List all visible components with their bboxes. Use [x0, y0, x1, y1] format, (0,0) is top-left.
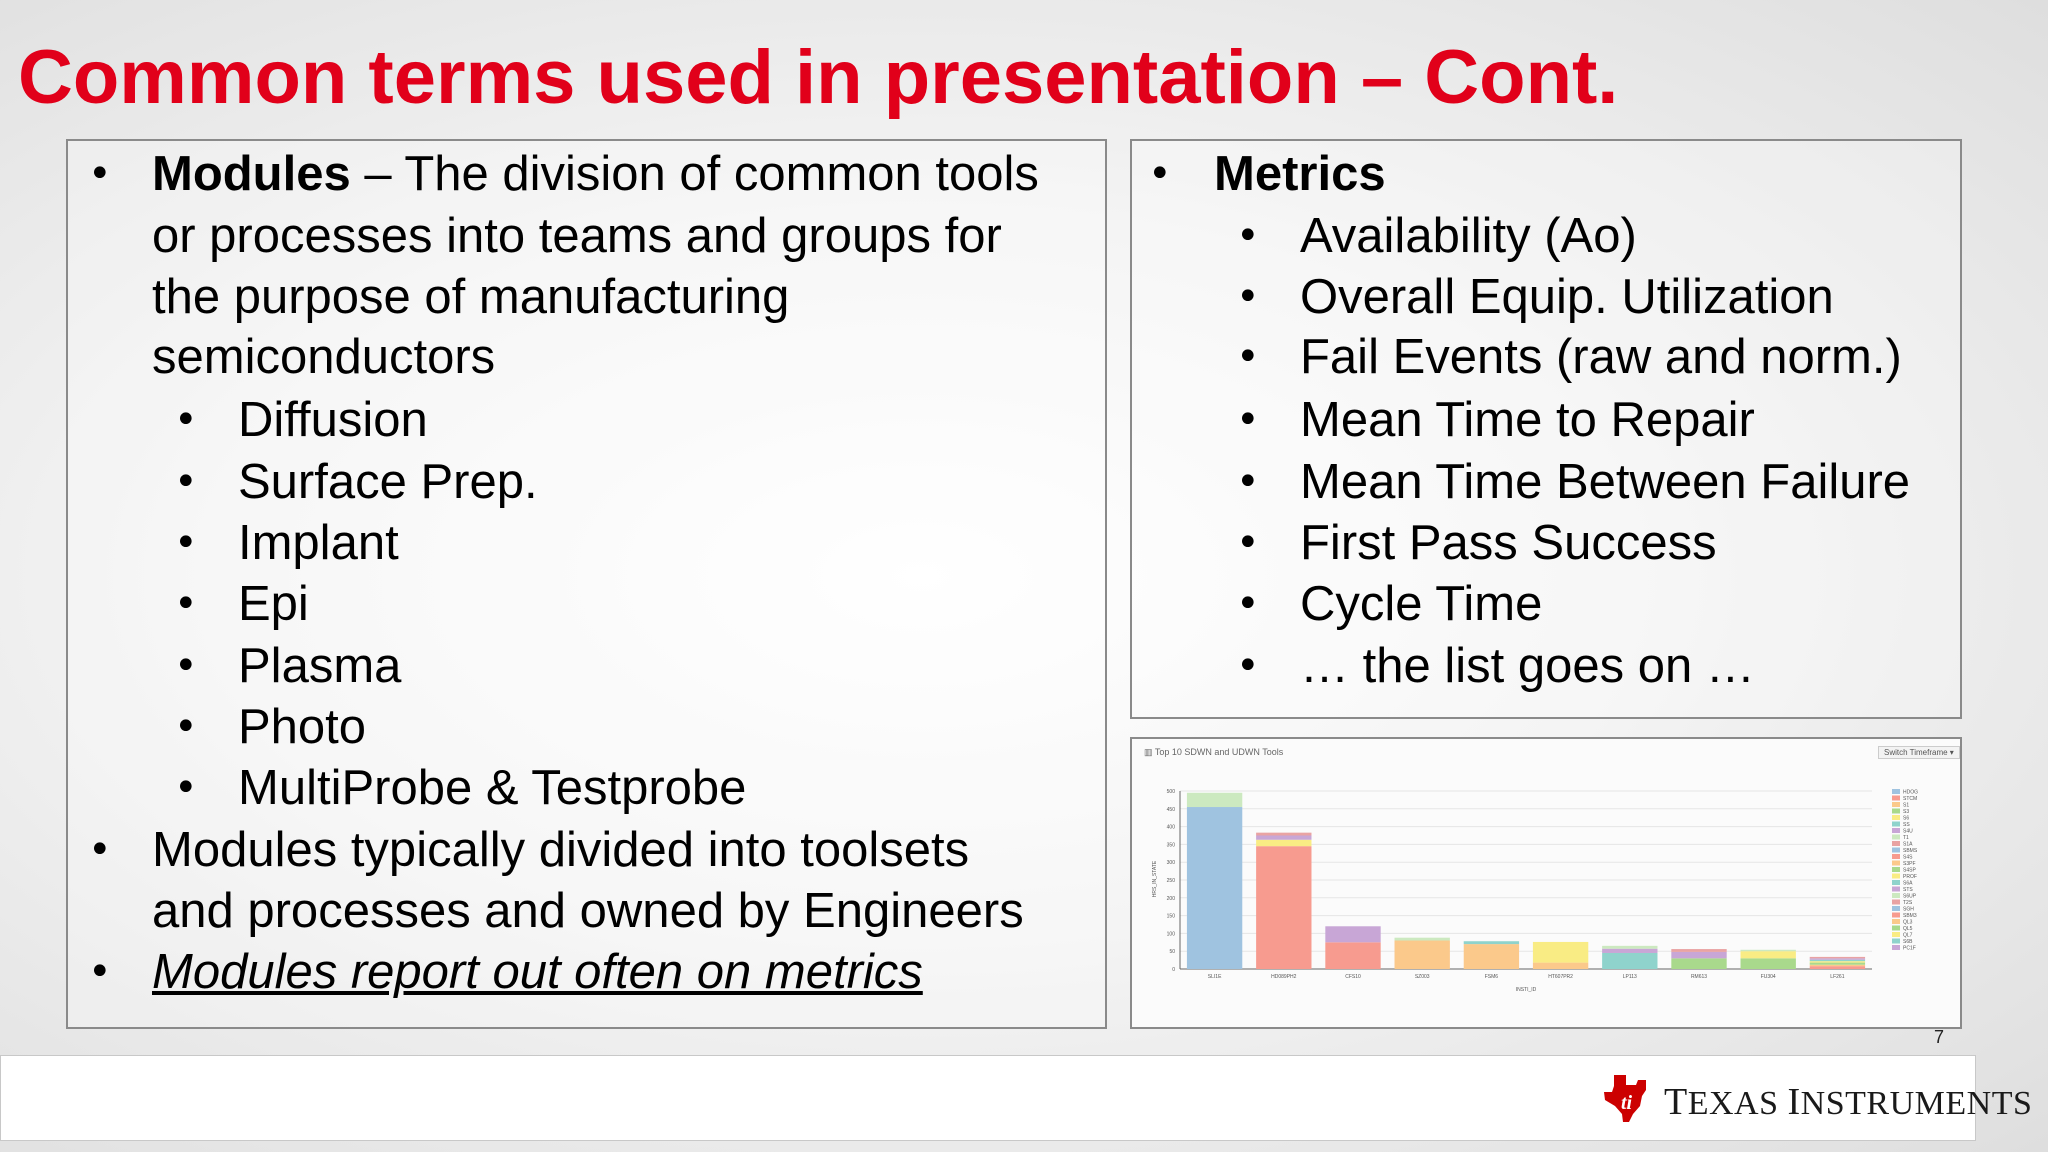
bar-segment	[1810, 958, 1865, 959]
y-tick-label: 250	[1166, 878, 1175, 884]
bullet-icon: •	[88, 949, 112, 995]
y-tick-label: 200	[1166, 895, 1175, 902]
y-tick-label: 0	[1172, 967, 1175, 973]
y-tick-label: 50	[1169, 949, 1175, 956]
legend-swatch	[1892, 887, 1900, 892]
x-tick-label: CFS10	[1345, 974, 1361, 980]
legend-label: PROF	[1903, 874, 1917, 880]
legend-swatch	[1892, 919, 1900, 924]
bullet-icon: •	[174, 397, 198, 443]
module-item: Surface Prep.	[238, 455, 538, 509]
bar-segment	[1325, 926, 1380, 942]
legend-label: SGH	[1903, 906, 1914, 913]
legend-label: S1A	[1903, 841, 1913, 848]
bullet-icon: •	[1236, 334, 1260, 380]
legend-swatch	[1892, 945, 1900, 950]
legend-swatch	[1892, 841, 1900, 846]
bar-segment	[1741, 951, 1796, 958]
bar-segment	[1256, 846, 1311, 969]
legend-label: STS	[1903, 887, 1913, 893]
modules-line-2: or processes into teams and groups for	[152, 209, 1002, 263]
legend-label: S4SP	[1903, 867, 1916, 874]
bar-segment	[1671, 952, 1726, 958]
modules-note-line-2: and processes and owned by Engineers	[152, 884, 1024, 938]
legend-swatch	[1892, 828, 1900, 833]
modules-term: Modules	[152, 147, 351, 201]
svg-text:ti: ti	[1621, 1092, 1633, 1114]
bar-segment	[1256, 836, 1311, 840]
legend-swatch	[1892, 913, 1900, 918]
bullet-icon: •	[174, 520, 198, 566]
bullet-icon: •	[174, 704, 198, 750]
slide-title: Common terms used in presentation – Cont.	[18, 35, 1619, 120]
legend-label: STCM	[1903, 796, 1918, 802]
texas-instruments-logo-icon	[1600, 1072, 1652, 1124]
bullet-icon: •	[88, 827, 112, 873]
legend-label: S3PF	[1903, 861, 1916, 867]
modules-line-3: the purpose of manufacturing	[152, 270, 790, 324]
modules-box	[66, 139, 1107, 1029]
bullet-icon: •	[1236, 643, 1260, 689]
y-tick-label: 350	[1166, 842, 1175, 849]
legend-swatch	[1892, 880, 1900, 885]
bullet-icon: •	[174, 581, 198, 627]
bullet-icon: •	[1236, 520, 1260, 566]
x-tick-label: HT607PR2	[1548, 974, 1573, 980]
legend-swatch	[1892, 854, 1900, 859]
legend-swatch	[1892, 815, 1900, 820]
legend-label: QL3	[1903, 919, 1913, 926]
legend-label: PC1F	[1903, 945, 1916, 952]
bullet-icon: •	[1148, 151, 1172, 197]
brand-part: NSTRUMENTS	[1800, 1085, 2033, 1122]
legend-label: S6UP	[1903, 893, 1917, 900]
bar-segment	[1810, 961, 1865, 962]
y-axis-label: HRS_IN_STATE	[1152, 860, 1158, 898]
bar-segment	[1810, 963, 1865, 965]
legend-label: S3	[1903, 809, 1910, 815]
bullet-icon: •	[174, 765, 198, 811]
x-tick-label: FSM6	[1484, 974, 1499, 980]
module-item: Diffusion	[238, 393, 428, 447]
bullet-icon: •	[1236, 213, 1260, 259]
module-item: MultiProbe & Testprobe	[238, 761, 747, 815]
bar-segment	[1810, 965, 1865, 966]
modules-definition: – The division of common tools	[350, 147, 1039, 201]
x-tick-label: RM613	[1690, 974, 1708, 980]
modules-report-note: Modules report out often on metrics	[152, 945, 923, 999]
metric-item: Mean Time Between Failure	[1300, 455, 1911, 509]
bullet-icon: •	[1236, 397, 1260, 443]
legend-swatch	[1892, 822, 1900, 827]
bullet-icon: •	[88, 151, 112, 197]
texas-instruments-wordmark	[1664, 1080, 2032, 1124]
bar-segment	[1741, 950, 1796, 951]
bar-segment	[1671, 958, 1726, 969]
legend-label: S4S	[1903, 854, 1913, 861]
legend-label: SBM3	[1903, 913, 1917, 919]
bar-segment	[1395, 938, 1450, 941]
metrics-box	[1130, 139, 1962, 719]
chart-title-text: Top 10 SDWN and UDWN Tools	[1154, 747, 1284, 757]
legend-swatch	[1892, 867, 1900, 872]
legend-label: S6	[1903, 815, 1910, 822]
bar-segment	[1395, 941, 1450, 969]
legend-swatch	[1892, 932, 1900, 937]
bar-segment	[1810, 957, 1865, 958]
legend-label: S4U	[1903, 828, 1913, 835]
stacked-bar-chart	[1132, 739, 1960, 1027]
legend-swatch	[1892, 893, 1900, 898]
y-tick-label: 400	[1166, 824, 1175, 831]
legend-label: T1	[1903, 835, 1909, 841]
legend-label: QL7	[1903, 932, 1913, 939]
metrics-label: Metrics	[1214, 147, 1386, 201]
module-item: Plasma	[238, 639, 402, 693]
module-item: Implant	[238, 516, 399, 570]
legend-label: S6B	[1903, 939, 1913, 945]
bullet-icon: •	[1236, 459, 1260, 505]
x-tick-label: FU304	[1760, 974, 1776, 980]
switch-timeframe-button[interactable]: Switch Timeframe ▾	[1878, 746, 1960, 759]
bar-segment	[1810, 966, 1865, 969]
bar-segment	[1533, 963, 1588, 969]
legend-label: SS	[1903, 822, 1910, 828]
modules-line-1	[152, 143, 1039, 205]
module-item: Epi	[238, 577, 309, 631]
y-tick-label: 500	[1166, 789, 1175, 795]
x-tick-label: LP113	[1622, 974, 1637, 980]
legend-label: QL5	[1903, 926, 1913, 932]
legend-swatch	[1892, 906, 1900, 911]
bar-segment	[1464, 944, 1519, 969]
y-tick-label: 450	[1166, 806, 1175, 813]
metric-item: First Pass Success	[1300, 516, 1717, 570]
bar-segment	[1187, 807, 1242, 969]
bar-segment	[1741, 958, 1796, 969]
legend-label: T2S	[1903, 900, 1913, 906]
bar-segment	[1810, 960, 1865, 961]
brand-initial: I	[1787, 1081, 1801, 1123]
bullet-icon: •	[1236, 581, 1260, 627]
y-tick-label: 100	[1166, 931, 1175, 938]
metric-item: Availability (Ao)	[1300, 209, 1637, 263]
legend-label: HDOG	[1903, 789, 1918, 796]
bar-segment	[1256, 833, 1311, 836]
metric-item: … the list goes on …	[1300, 639, 1755, 693]
legend-swatch	[1892, 874, 1900, 879]
y-tick-label: 150	[1166, 913, 1175, 920]
brand-initial: T	[1664, 1081, 1688, 1123]
legend-swatch	[1892, 900, 1900, 905]
metric-item: Fail Events (raw and norm.)	[1300, 330, 1902, 384]
x-tick-label: HD089PH2	[1271, 974, 1297, 980]
legend-swatch	[1892, 809, 1900, 814]
x-tick-label: SZ003	[1414, 974, 1430, 980]
x-tick-label: SLI1E	[1207, 974, 1222, 980]
bar-segment	[1671, 949, 1726, 952]
legend-swatch	[1892, 796, 1900, 801]
bar-segment	[1256, 840, 1311, 846]
legend-swatch	[1892, 939, 1900, 944]
brand-part: EXAS	[1687, 1085, 1788, 1122]
bullet-icon: •	[174, 643, 198, 689]
legend-swatch	[1892, 789, 1900, 794]
x-tick-label: LF261	[1830, 974, 1845, 980]
modules-line-4: semiconductors	[152, 330, 496, 384]
bar-segment	[1464, 941, 1519, 944]
bar-chart-icon: ▥	[1144, 747, 1153, 757]
legend-swatch	[1892, 861, 1900, 866]
y-tick-label: 300	[1166, 860, 1175, 867]
bar-segment	[1187, 793, 1242, 807]
legend-swatch	[1892, 848, 1900, 853]
legend-label: S6A	[1903, 880, 1913, 887]
legend-swatch	[1892, 802, 1900, 807]
bullet-icon: •	[1236, 274, 1260, 320]
metric-item: Mean Time to Repair	[1300, 393, 1755, 447]
legend-swatch	[1892, 926, 1900, 931]
bar-segment	[1533, 942, 1588, 963]
page-number: 7	[1934, 1027, 1945, 1047]
modules-note-line-1: Modules typically divided into toolsets	[152, 823, 970, 877]
bar-segment	[1602, 953, 1657, 969]
metric-item: Overall Equip. Utilization	[1300, 270, 1834, 324]
bullet-icon: •	[174, 459, 198, 505]
bar-segment	[1325, 942, 1380, 969]
legend-label: SBMS	[1903, 848, 1918, 854]
bar-segment	[1602, 946, 1657, 949]
metric-item: Cycle Time	[1300, 577, 1543, 631]
chart-panel	[1130, 737, 1962, 1029]
bar-segment	[1602, 949, 1657, 953]
x-axis-label: INSTI_ID	[1515, 987, 1537, 993]
legend-swatch	[1892, 835, 1900, 840]
module-item: Photo	[238, 700, 367, 754]
legend-label: S1	[1903, 802, 1910, 809]
